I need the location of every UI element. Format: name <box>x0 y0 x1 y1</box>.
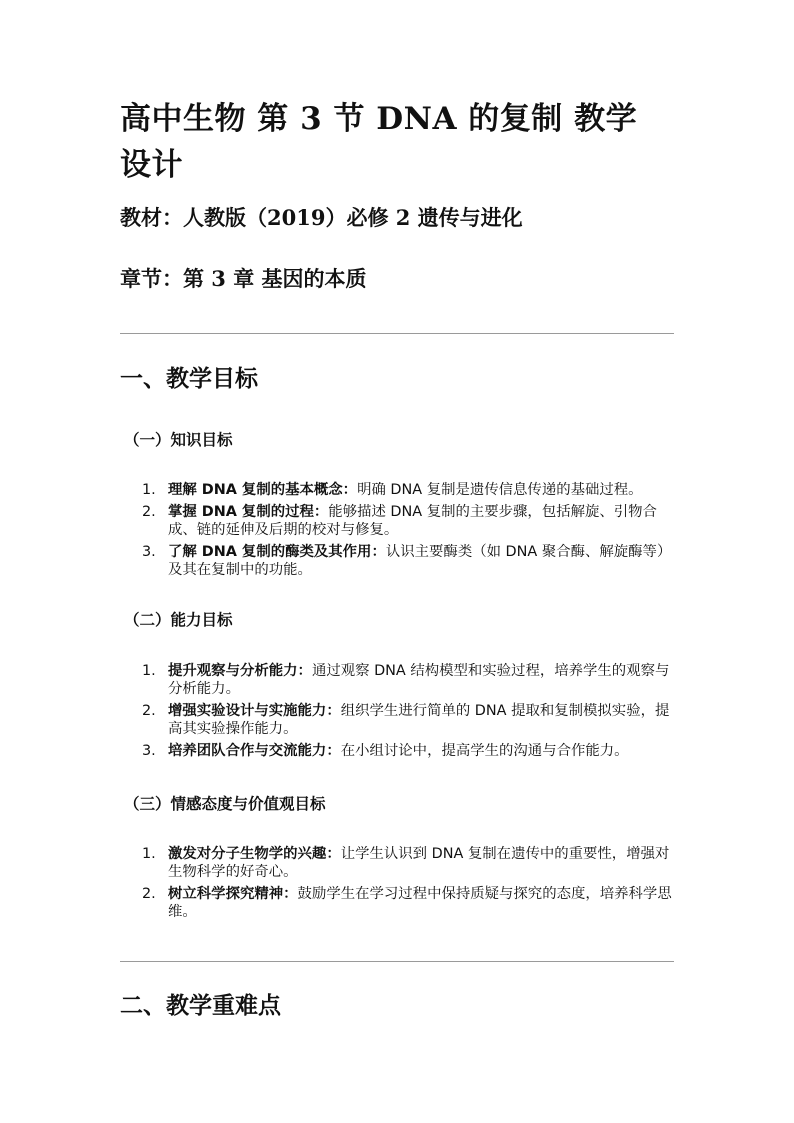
item-number: 3. <box>142 544 156 560</box>
item-lead: 培养团队合作与交流能力 <box>168 743 327 759</box>
item-text: 鼓励学生在学习过程中保持质疑与探究的态度，培养科学思维。 <box>168 886 672 920</box>
item-lead: 提升观察与分析能力 <box>168 663 298 679</box>
item-sep: ： <box>326 743 341 759</box>
document-title: 高中生物 第 3 节 DNA 的复制 教学设计 <box>120 101 638 183</box>
item-text: 通过观察 DNA 结构模型和实验过程，培养学生的观察与分析能力。 <box>168 663 670 697</box>
item-number: 3. <box>142 743 156 759</box>
list-item <box>120 503 676 539</box>
subheading-knowledge: （一）知识目标 <box>124 430 233 449</box>
list-item <box>120 742 676 760</box>
item-lead: 了解 DNA 复制的酶类及其作用 <box>168 544 372 560</box>
knowledge-list <box>120 481 676 583</box>
item-number: 2. <box>142 703 156 719</box>
item-lead: 增强实验设计与实施能力 <box>168 703 327 719</box>
ability-list <box>120 662 676 764</box>
horizontal-divider <box>120 333 674 334</box>
list-item <box>120 481 676 499</box>
chapter-info: 章节：第 3 章 基因的本质 <box>120 266 367 291</box>
item-number: 2. <box>142 504 156 520</box>
item-text: 能够描述 DNA 复制的主要步骤，包括解旋、引物合成、链的延伸及后期的校对与修复。 <box>168 504 657 538</box>
horizontal-divider <box>120 961 674 962</box>
list-item <box>120 885 676 921</box>
item-lead: 树立科学探究精神 <box>168 886 284 902</box>
list-item <box>120 662 676 698</box>
item-text: 让学生认识到 DNA 复制在遗传中的重要性，增强对生物科学的好奇心。 <box>168 846 670 880</box>
item-lead: 激发对分子生物学的兴趣 <box>168 846 327 862</box>
item-number: 1. <box>142 663 156 679</box>
item-number: 1. <box>142 846 156 862</box>
subheading-ability: （二）能力目标 <box>124 610 233 629</box>
item-number: 1. <box>142 482 156 498</box>
list-item <box>120 845 676 881</box>
item-sep: ： <box>326 703 341 719</box>
item-sep: ： <box>313 504 329 520</box>
item-sep: ： <box>297 663 312 679</box>
item-number: 2. <box>142 886 156 902</box>
list-item <box>120 702 676 738</box>
item-sep: ： <box>326 846 341 862</box>
item-text: 组织学生进行简单的 DNA 提取和复制模拟实验，提高其实验操作能力。 <box>168 703 670 737</box>
textbook-info: 教材：人教版（2019）必修 2 遗传与进化 <box>120 205 523 230</box>
subheading-emotion-values: （三）情感态度与价值观目标 <box>124 794 326 813</box>
item-lead: 掌握 DNA 复制的过程 <box>168 504 314 520</box>
section-heading-objectives: 一、教学目标 <box>120 365 258 392</box>
list-item <box>120 543 676 579</box>
item-text: 认识主要酶类（如 DNA 聚合酶、解旋酶等）及其在复制中的功能。 <box>168 544 672 578</box>
section-heading-key-difficulties: 二、教学重难点 <box>120 992 281 1019</box>
item-lead: 理解 DNA 复制的基本概念 <box>168 482 343 498</box>
item-text: 明确 DNA 复制是遗传信息传递的基础过程。 <box>357 482 643 498</box>
item-sep: ： <box>342 482 358 498</box>
item-text: 在小组讨论中，提高学生的沟通与合作能力。 <box>340 743 629 759</box>
item-sep: ： <box>371 544 386 560</box>
emotion-list <box>120 845 676 925</box>
item-sep: ： <box>283 886 298 902</box>
